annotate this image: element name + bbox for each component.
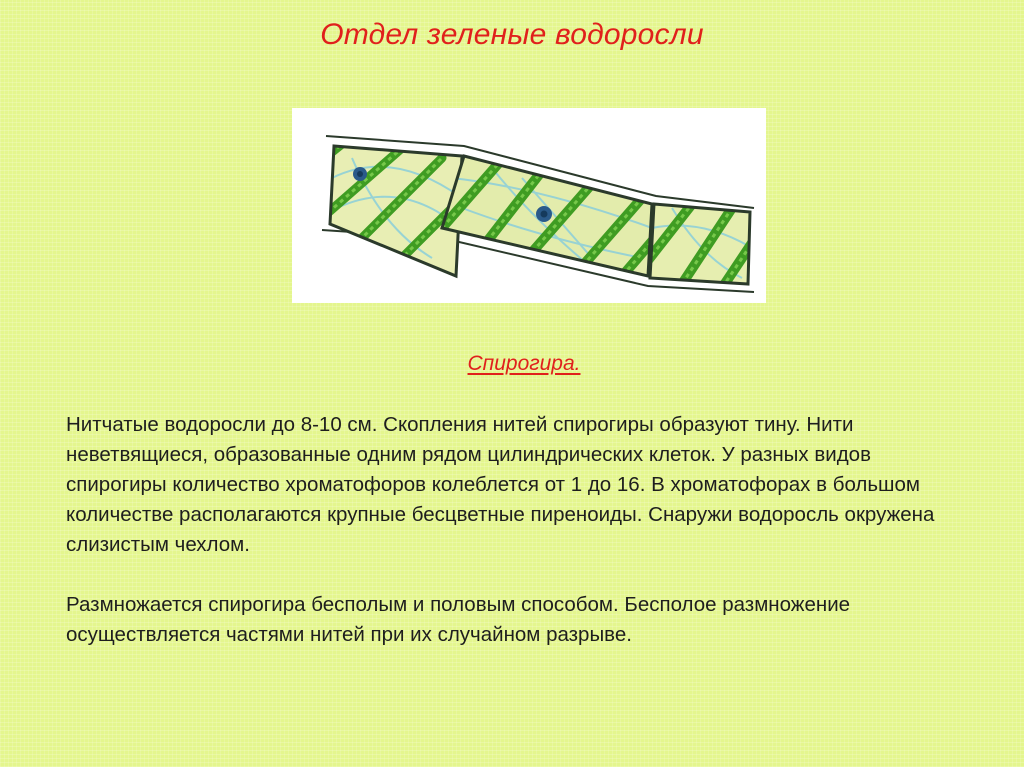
paragraph-reproduction: Размножается спирогира бесполым и половым способом. Бесполое размножение осуществляется частями нитей при их случайном разрыве. — [66, 593, 851, 646]
paragraph-description: Нитчатые водоросли до 8-10 см. Скопления нитей спирогиры образуют тину. Нити неветвящиеся, образованные одним рядом цилиндрических клеток. У разных видов спирогиры количество хроматофоров колеблется от 1 до 16. В хроматофорах в большом количестве располагаются крупные бесцветные пиреноиды. Снаружи водоросль окружена слизистым чехлом. — [66, 413, 935, 556]
slide-title: Отдел зеленые водоросли — [320, 18, 704, 51]
illustration-caption: Спирогира. — [467, 352, 581, 375]
body-text — [66, 410, 966, 650]
spirogyra-illustration — [292, 108, 766, 303]
spirogyra-filament-icon — [292, 108, 766, 303]
